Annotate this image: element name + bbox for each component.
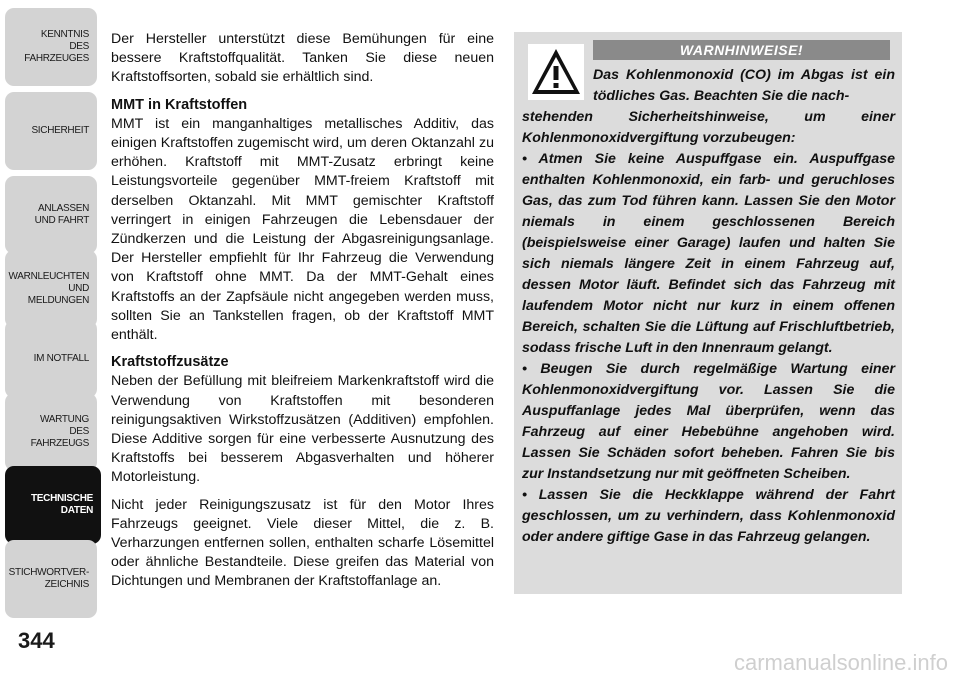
warning-intro: Das Kohlenmonoxid (CO) im Abgas ist ein tödliches Gas. Beachten Sie die nach-: [593, 67, 895, 104]
main-text-column: [111, 30, 494, 600]
additives-paragraph: Neben der Befüllung mit bleifreiem Markenkraftstoff wird die Verwendung von Kraftstoffen mit besonderen reinigungsaktiven Wirkstoffzusätzen (Additiven) empfohlen. Diese Additive sorgen für eine verbesserte Ausnutzung des Kraftstoffs bei besserem Abgasverhalten und höherer Motorleistung.: [111, 373, 494, 486]
additives-heading: Kraftstoffzusätze: [111, 354, 229, 371]
warning-bullet: • Atmen Sie keine Auspuffgase ein. Auspuffgase enthalten Kohlenmonoxid, ein farb- und geruchloses Gas, das zum Tod führen kann. Lassen Sie den Motor niemals in einem geschlossenen Bereich (beispielsweise einer Garage) laufen und halten Sie sich niemals längere Zeit in einem Fahrzeug auf, dessen Motor läuft. Befindet sich das Fahrzeug mit laufendem Motor nicht nur kurz in einem offenen Bereich, schalten Sie die Lüftung auf Frischluftbetrieb, sodass frische Luft in den Innenraum gelangt.: [522, 151, 895, 356]
watermark: carmanualsonline.info: [733, 650, 948, 675]
tab-label: TECHNISCHE DATEN: [30, 493, 93, 516]
warning-box: [514, 32, 902, 594]
warning-body: [522, 107, 895, 548]
warning-header: WARNHINWEISE!: [593, 40, 890, 60]
warning-bullet: • Beugen Sie durch regelmäßige Wartung einer Kohlenmonoxidvergiftung vor. Lassen Sie die Auspuffanlage jedes Mal überprüfen, wenn das Fahrzeug auf einer Hebebühne angehoben wird. Lassen Sie Schäden sofort beheben. Fahren Sie bis zur Instandsetzung nur mit geöffneten Scheiben.: [522, 361, 895, 482]
warning-triangle-icon: [528, 44, 584, 100]
mmt-heading: MMT in Kraftstoffen: [111, 96, 248, 113]
tab-sicherheit[interactable]: [5, 92, 97, 170]
tab-technische-daten[interactable]: [5, 466, 101, 544]
page-number: 344: [18, 628, 55, 653]
tab-label: SICHERHEIT: [31, 125, 89, 136]
tab-label: WARNLEUCHTEN UND MELDUNGEN: [8, 271, 89, 306]
tab-label: STICHWORTVER- ZEICHNIS: [8, 567, 89, 590]
mmt-paragraph: MMT ist ein manganhaltiges metallisches Additiv, das einigen Kraftstoffen zugemischt wird, um deren Oktanzahl zu erhöhen. Kraftstoff mit MMT-Zusatz erbringt keine Leistungsvorteile gegenüber MMT-freiem Kraftstoff mit derselben Oktanzahl. Mit MMT gemischter Kraftstoff verringert in einigen Fahrzeugen die Lebensdauer der Zündkerzen und die Leistung der Abgasreinigungsanlage. Der Hersteller empfiehlt für Ihr Fahrzeug die Verwendung von Kraftstoff ohne MMT. Da der MMT-Gehalt eines Kraftstoffs an der Zapfsäule nicht angegeben werden muss, sollten Sie an Tankstellen fragen, ob der Kraftstoff MMT enthält.: [111, 115, 494, 344]
tab-anlassen-und-fahrt[interactable]: [5, 176, 97, 254]
tab-warnleuchten-und-meldungen[interactable]: [5, 250, 97, 328]
intro-paragraph: Der Hersteller unterstützt diese Bemühungen für eine bessere Kraftstoffqualität. Tanken Sie diese neuen Kraftstoffsorten, sobald sie erhältlich sind.: [111, 31, 494, 86]
tab-label: WARTUNG DES FAHRZEUGS: [30, 414, 89, 449]
cleaner-paragraph: Nicht jeder Reinigungszusatz ist für den Motor Ihres Fahrzeugs geeignet. Viele dieser Mittel, die z. B. Verharzungen entfernen sollen, enthalten scharfe Lösemittel oder ähnliche Bestandteile. Diese greifen das Material von Dichtungen und Membranen der Kraftstoffanlage an.: [111, 496, 494, 590]
tab-wartung-des-fahrzeugs[interactable]: [5, 393, 97, 471]
chapter-sidebar: [0, 0, 103, 600]
warning-bullet: • Lassen Sie die Heckklappe während der Fahrt geschlossen, um zu verhindern, dass Kohlenmonoxid oder andere giftige Gase in das Fahrzeug gelangen.: [522, 487, 895, 545]
tab-stichwortverzeichnis[interactable]: [5, 540, 97, 618]
mmt-section: [111, 96, 494, 346]
additives-section: [111, 353, 494, 487]
tab-label: KENNTNIS DES FAHRZEUGES: [24, 29, 89, 64]
tab-im-notfall[interactable]: [5, 320, 97, 398]
tab-label: ANLASSEN UND FAHRT: [34, 203, 89, 226]
tab-label: IM NOTFALL: [33, 353, 89, 364]
tab-kenntnis-des-fahrzeuges[interactable]: [5, 8, 97, 86]
warning-intro-continued: stehenden Sicherheitshinweise, um einer Kohlenmonoxidvergiftung vorzubeugen:: [522, 109, 895, 146]
